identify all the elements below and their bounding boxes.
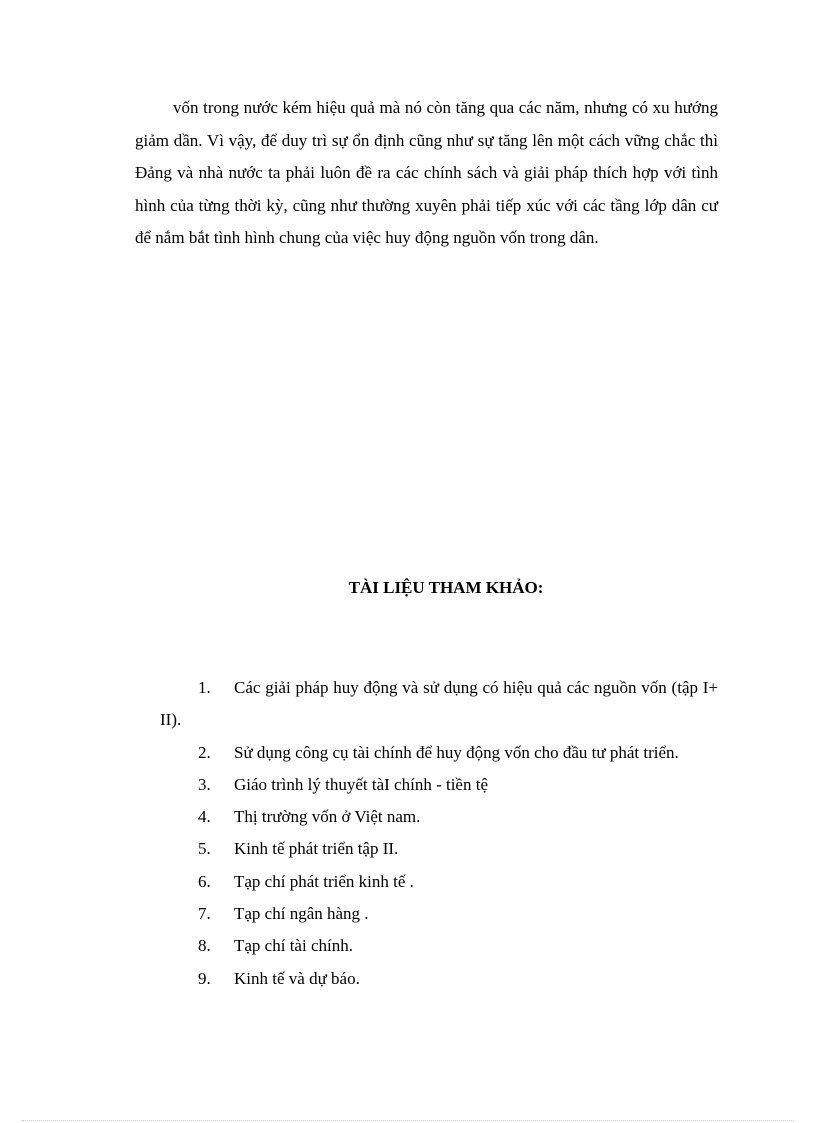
reference-number: 3. [198, 774, 211, 794]
reference-number: 8. [198, 936, 211, 956]
reference-item-8 [160, 930, 718, 962]
reference-item-1 [160, 672, 718, 737]
reference-number: 2. [198, 742, 211, 762]
reference-item-5 [160, 833, 718, 865]
reference-text: Các giải pháp huy động và sử dụng có hiệu quả các nguồn vốn (tập I+ II). [160, 678, 718, 730]
reference-item-4 [160, 801, 718, 833]
references-list [160, 672, 718, 995]
reference-text: Tạp chí phát triển kinh tế . [234, 871, 414, 891]
reference-number: 1. [198, 678, 211, 697]
reference-text: Kinh tế phát triển tập II. [234, 839, 399, 859]
reference-number: 4. [198, 807, 211, 827]
reference-number: 6. [198, 871, 211, 891]
body-paragraph: vốn trong nước kém hiệu quả mà nó còn tăng qua các năm, nhưng có xu hướng giảm dần. Vì vậy, để duy trì sự ổn định cũng như sự tăng lên một cách vững chắc thì Đảng và nhà nước ta phải luôn đề ra các chính sách và giải pháp thích hợp với tình hình của từng thời kỳ, cũng như thường xuyên phải tiếp xúc với các tầng lớp dân cư để nắm bắt tình hình chung của việc huy động nguồn vốn trong dân. [135, 98, 718, 248]
reference-item-6 [160, 866, 718, 898]
reference-text: Giáo trình lý thuyết tàI chính - tiền tệ [234, 774, 488, 794]
reference-text: Thị trường vốn ở Việt nam. [234, 807, 421, 827]
reference-item-2 [160, 737, 718, 769]
reference-number: 5. [198, 839, 211, 859]
reference-item-3 [160, 769, 718, 801]
reference-number: 9. [198, 968, 211, 988]
reference-item-7 [160, 898, 718, 930]
reference-item-9 [160, 963, 718, 995]
reference-number: 7. [198, 904, 211, 924]
references-heading: TÀI LIỆU THAM KHẢO: [348, 578, 544, 597]
reference-text: Sử dụng công cụ tài chính để huy động vốn cho đầu tư phát triển. [234, 742, 679, 762]
reference-text: Tạp chí ngân hàng . [234, 904, 369, 924]
page-bottom-divider [22, 1120, 794, 1121]
reference-text: Kinh tế và dự báo. [234, 968, 360, 988]
reference-text: Tạp chí tài chính. [234, 936, 353, 956]
